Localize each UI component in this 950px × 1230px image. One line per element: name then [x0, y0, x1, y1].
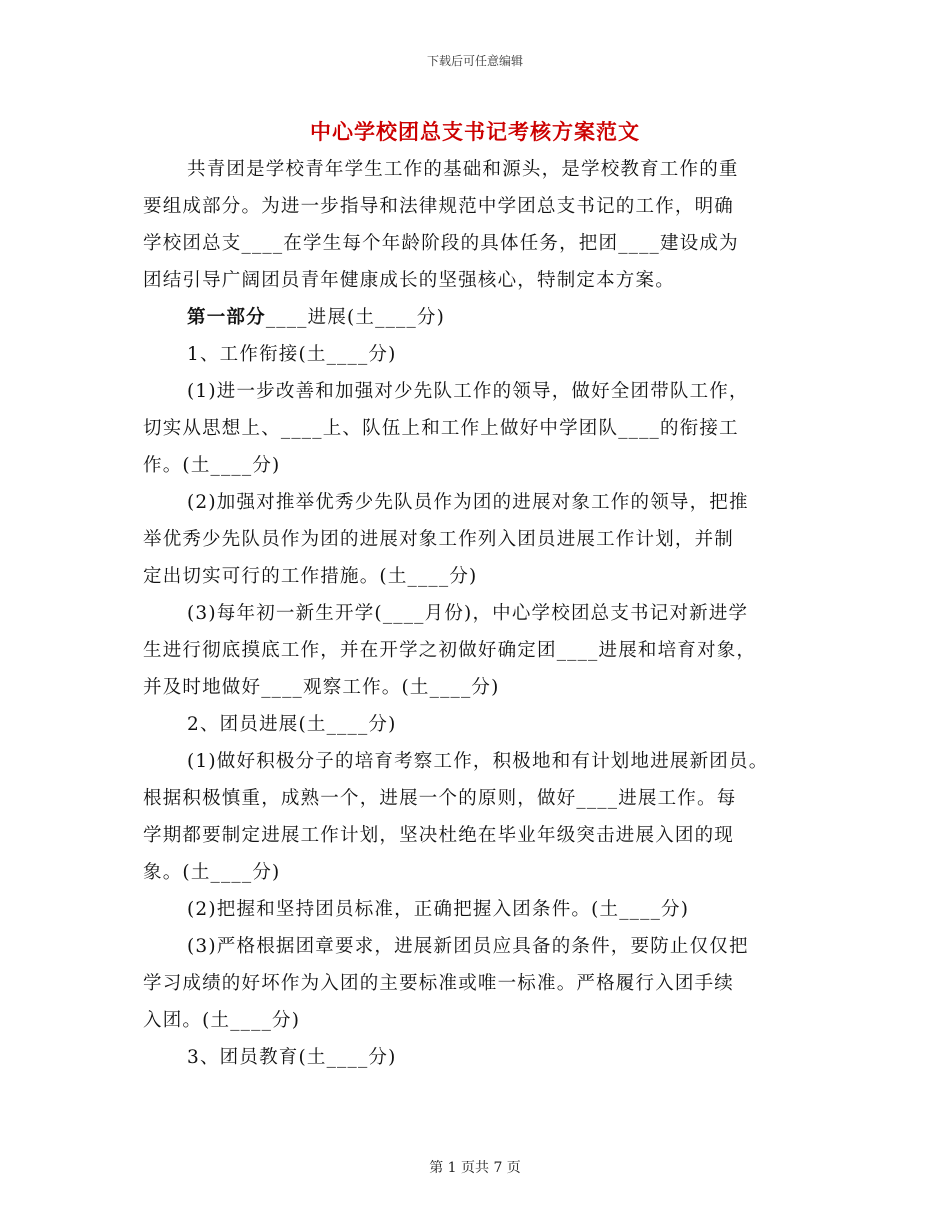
line-text: (2)加强对推举优秀少先队员作为团的进展对象工作的领导，把推	[187, 492, 749, 513]
text-line	[143, 928, 815, 965]
line-text: 举优秀少先队员作为团的进展对象工作列入团员进展工作计划，并制	[143, 529, 735, 550]
line-text: 生进行彻底摸底工作，并在开学之初做好确定团____进展和培育对象，	[143, 640, 757, 661]
text-line	[143, 632, 815, 669]
text-line	[143, 299, 815, 336]
text-line	[143, 854, 815, 891]
line-text: 学习成绩的好坏作为入团的主要标准或唯一标准。严格履行入团手续	[143, 973, 735, 994]
line-text: 象。(土____分)	[143, 862, 281, 883]
text-line	[143, 817, 815, 854]
text-line	[143, 484, 815, 521]
text-line	[143, 595, 815, 632]
document-body	[143, 151, 815, 1076]
text-line	[143, 743, 815, 780]
text-line	[143, 669, 815, 706]
line-text: (1)进一步改善和加强对少先队工作的领导，做好全团带队工作，	[187, 381, 749, 402]
text-line	[143, 891, 815, 928]
line-text: (1)做好积极分子的培育考察工作，积极地和有计划地进展新团员。	[187, 751, 769, 772]
document-title: 中心学校团总支书记考核方案范文	[310, 119, 640, 144]
text-line	[143, 188, 815, 225]
line-text: 学期都要制定进展工作计划，坚决杜绝在毕业年级突击进展入团的现	[143, 825, 735, 846]
line-text: 要组成部分。为进一步指导和法律规范中学团总支书记的工作，明确	[143, 196, 735, 217]
text-line	[143, 965, 815, 1002]
line-text: 根据积极慎重，成熟一个，进展一个的原则，做好____进展工作。每	[143, 788, 737, 809]
line-text: 2、团员进展(土____分)	[187, 714, 397, 735]
line-text: ____进展(土____分)	[265, 307, 446, 328]
line-text: 团结引导广阔团员青年健康成长的坚强核心，特制定本方案。	[143, 270, 675, 291]
page-header: 下载后可任意编辑	[426, 54, 523, 68]
line-text: 作。(土____分)	[143, 455, 281, 476]
line-text: 并及时地做好____观察工作。(土____分)	[143, 677, 500, 698]
text-line	[143, 151, 815, 188]
text-line	[143, 262, 815, 299]
text-line	[143, 225, 815, 262]
line-text: 切实从思想上、____上、队伍上和工作上做好中学团队____的衔接工	[143, 418, 739, 439]
line-text: 学校团总支____在学生每个年龄阶段的具体任务，把团____建设成为	[143, 233, 739, 254]
text-line	[143, 373, 815, 410]
line-text: 定出切实可行的工作措施。(土____分)	[143, 566, 478, 587]
text-line	[143, 521, 815, 558]
section-heading: 第一部分	[187, 307, 266, 328]
text-line	[143, 410, 815, 447]
line-text: 入团。(土____分)	[143, 1010, 301, 1031]
line-text: (3)每年初一新生开学(____月份)，中心学校团总支书记对新进学	[187, 603, 749, 624]
text-line	[143, 1039, 815, 1076]
text-line	[143, 1002, 815, 1039]
text-line	[143, 447, 815, 484]
line-text: 1、工作衔接(土____分)	[187, 344, 397, 365]
line-text: 共青团是学校青年学生工作的基础和源头，是学校教育工作的重	[187, 159, 739, 180]
line-text: (3)严格根据团章要求，进展新团员应具备的条件，要防止仅仅把	[187, 936, 749, 957]
text-line	[143, 336, 815, 373]
text-line	[143, 558, 815, 595]
page-footer: 第 1 页共 7 页	[429, 1160, 521, 1176]
line-text: (2)把握和坚持团员标准，正确把握入团条件。(土____分)	[187, 899, 690, 920]
text-line	[143, 780, 815, 817]
line-text: 3、团员教育(土____分)	[187, 1047, 397, 1068]
text-line	[143, 706, 815, 743]
